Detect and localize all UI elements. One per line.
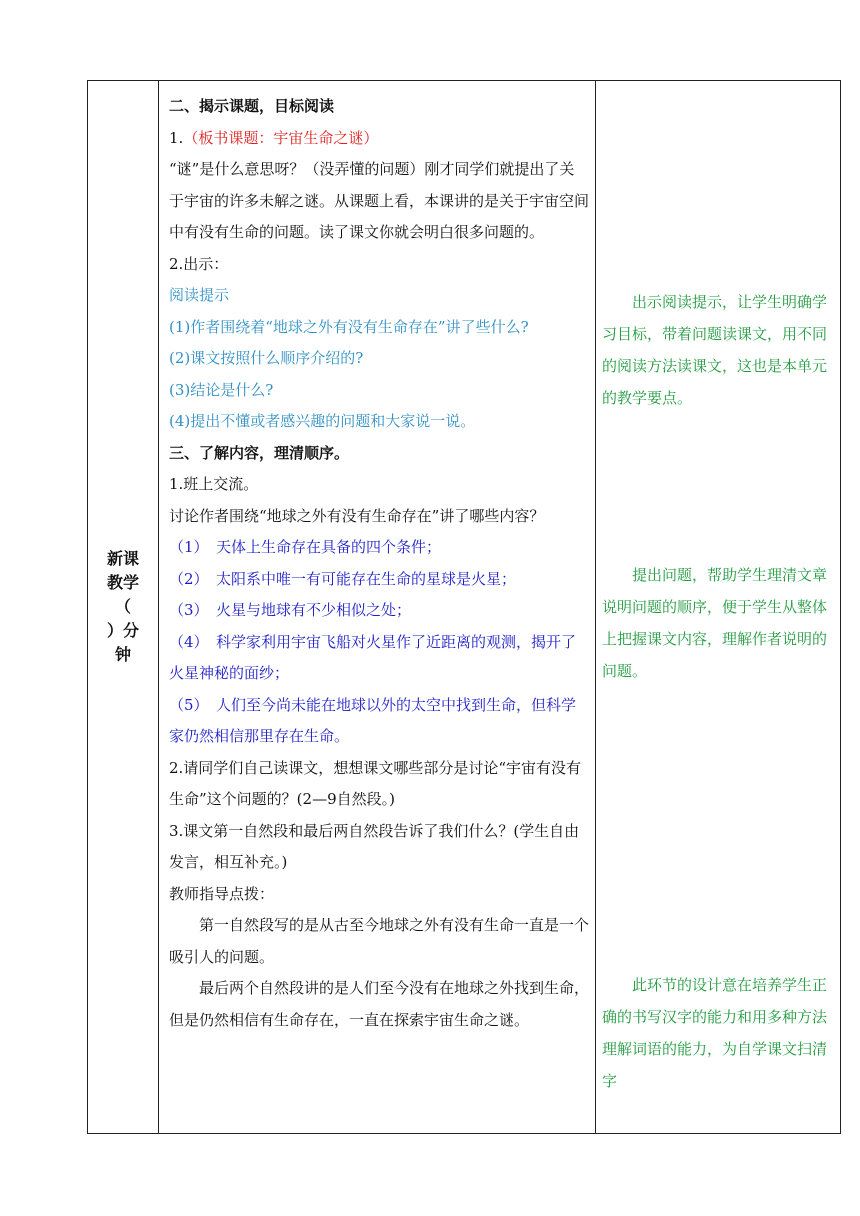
answer-item: （1） 天体上生命存在具备的四个条件； — [169, 538, 442, 556]
content-paragraph: 最后两个自然段讲的是人们至今没有在地球之外找到生命，但是仍然相信有生命存在，一直在探索宇宙生命之谜。 — [169, 979, 590, 1029]
stage-line: 教学 — [106, 573, 139, 592]
design-notes — [596, 81, 840, 1133]
stage-line: 新课 — [106, 549, 139, 568]
section-heading: 二、揭示课题，目标阅读 — [169, 97, 335, 115]
content-paragraph: 第一自然段写的是从古至今地球之外有没有生命一直是一个吸引人的问题。 — [169, 916, 590, 966]
answer-item: （5） 人们至今尚未能在地球以外的太空中找到生命，但科学家仍然相信那里存在生命。 — [169, 695, 577, 745]
answer-item: （3） 火星与地球有不少相似之处； — [169, 601, 412, 619]
stage-line: ）分钟 — [106, 621, 139, 664]
reading-tip: (3)结论是什么? — [169, 380, 274, 399]
content-paragraph: 3.课文第一自然段和最后两自然段告诉了我们什么？(学生自由发言，相互补充。) — [169, 821, 580, 871]
stage-label — [101, 547, 145, 667]
design-notes-cell — [596, 81, 841, 1134]
content-paragraph: 教师指导点拨： — [169, 884, 275, 903]
section-heading: 三、了解内容，理清顺序。 — [169, 443, 350, 462]
teaching-content-cell — [159, 81, 596, 1134]
answer-item: （4） 科学家利用宇宙飞船对火星作了近距离的观测，揭开了火星神秘的面纱； — [169, 632, 577, 682]
reading-tip: (1)作者围绕着“地球之外有没有生命存在”讲了些什么? — [169, 317, 529, 336]
reading-tips-title: 阅读提示 — [169, 286, 230, 304]
content-paragraph — [169, 123, 589, 155]
answer-item: （2） 太阳系中唯一有可能存在生命的星球是火星； — [169, 569, 517, 588]
content-paragraph: 2.出示： — [169, 254, 229, 273]
stage-line: （ — [114, 597, 131, 616]
design-note: 出示阅读提示，让学生明确学习目标，带着问题读课文，用不同的阅读方法读课文，这也是本单元的教学要点。 — [602, 293, 828, 407]
board-title: （板书课题：宇宙生命之谜） — [183, 128, 379, 147]
stage-cell — [88, 81, 159, 1134]
design-note: 提出问题，帮助学生理清文章说明问题的顺序，便于学生从整体上把握课文内容，理解作者说明的问题。 — [602, 566, 828, 680]
reading-tip: (2)课文按照什么顺序介绍的? — [169, 349, 364, 367]
reading-tip: (4)提出不懂或者感兴趣的问题和大家说一说。 — [169, 412, 476, 430]
content-paragraph: “谜”是什么意思呀？（没弄懂的问题）刚才同学们就提出了关于宇宙的许多未解之谜。从课题上看，本课讲的是关于宇宙空间中有没有生命的问题。读了课文你就会明白很多问题的。 — [169, 160, 590, 241]
content-paragraph: 讨论作者围绕“地球之外有没有生命存在”讲了哪些内容？ — [169, 506, 545, 525]
table-row — [88, 81, 841, 1134]
content-paragraph: 1.班上交流。 — [169, 475, 259, 493]
content-paragraph: 2.请同学们自己读课文，想想课文哪些部分是讨论“宇宙有没有生命”这个问题的？(2—9自然段。) — [169, 758, 581, 808]
teaching-content — [159, 81, 595, 1036]
design-note: 此环节的设计意在培养学生正确的书写汉字的能力和用多种方法理解词语的能力，为自学课文扫清字 — [602, 976, 828, 1090]
item-number: 1. — [169, 128, 184, 147]
lesson-plan-table — [87, 80, 841, 1134]
